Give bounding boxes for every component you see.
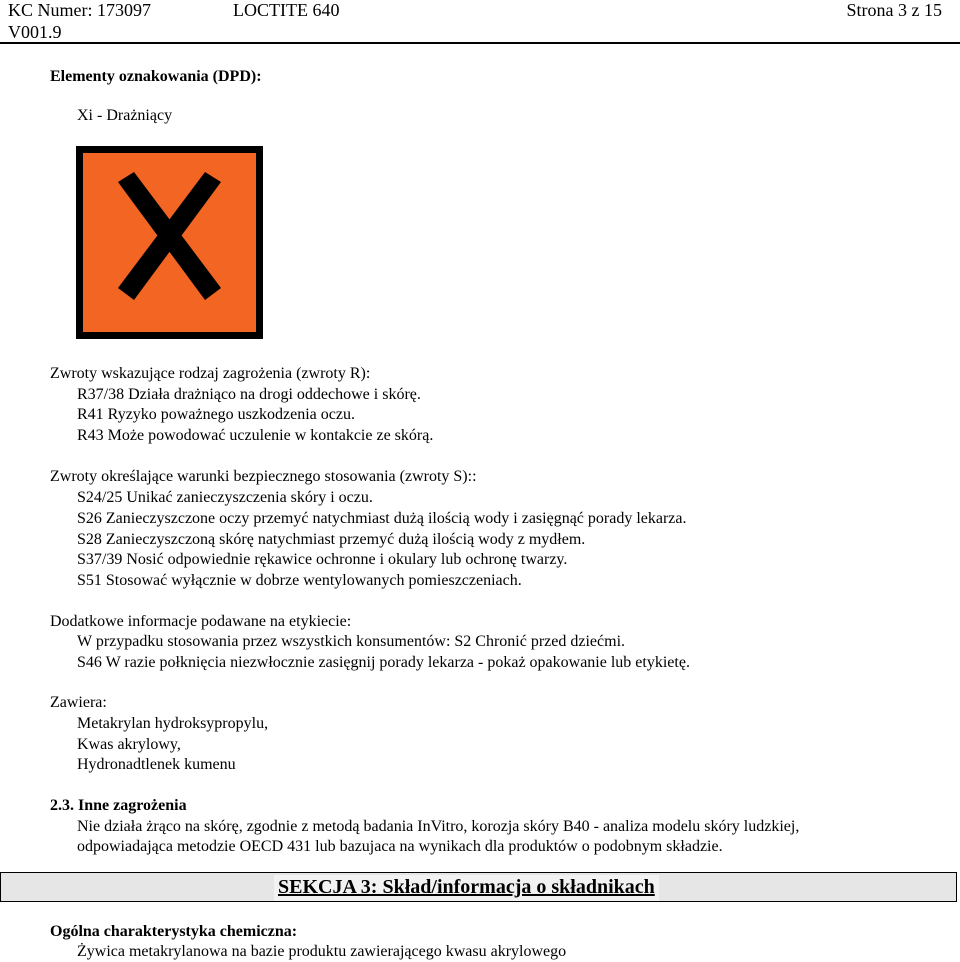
additional-info-item: S46 W razie połknięcia niezwłocznie zasięgnij porady lekarza - pokaż opakowanie lub etykietę. bbox=[77, 654, 690, 671]
s-phrase-item: S26 Zanieczyszczone oczy przemyć natychmiast dużą ilością wody i zasięgnąć porady lekarza. bbox=[77, 510, 687, 527]
header-divider bbox=[0, 42, 960, 44]
additional-info-heading: Dodatkowe informacje podawane na etykiecie: bbox=[50, 613, 352, 630]
contains-item: Hydronadtlenek kumenu bbox=[77, 756, 236, 773]
r-phrase-item: R41 Ryzyko poważnego uszkodzenia oczu. bbox=[77, 406, 355, 423]
s-phrase-item: S24/25 Unikać zanieczyszczenia skóry i oczu. bbox=[77, 489, 373, 506]
dpd-symbol-label: Xi - Drażniący bbox=[77, 107, 173, 124]
page-header bbox=[0, 0, 960, 44]
irritant-x-icon bbox=[76, 146, 263, 339]
r-phrases-heading: Zwroty wskazujące rodzaj zagrożenia (zwroty R): bbox=[50, 365, 371, 382]
r-phrase-item: R43 Może powodować uczulenie w kontakcie ze skórą. bbox=[77, 427, 434, 444]
additional-info-item: W przypadku stosowania przez wszystkich konsumentów: S2 Chronić przed dziećmi. bbox=[77, 633, 626, 650]
s-phrase-item: S37/39 Nosić odpowiednie rękawice ochronne i okulary lub ochronę twarzy. bbox=[77, 551, 568, 568]
dpd-heading: Elementy oznakowania (DPD): bbox=[50, 68, 262, 85]
contains-item: Metakrylan hydroksypropylu, bbox=[77, 715, 269, 732]
chemical-characteristics-heading: Ogólna charakterystyka chemiczna: bbox=[50, 923, 298, 940]
contains-heading: Zawiera: bbox=[50, 694, 107, 711]
contains-item: Kwas akrylowy, bbox=[77, 736, 181, 753]
s-phrases-heading: Zwroty określające warunki bezpiecznego stosowania (zwroty S):: bbox=[50, 468, 477, 485]
other-hazards-text: Nie działa żrąco na skórę, zgodnie z metodą badania InVitro, korozja skóry B40 - analiza modelu skóry ludzkiej, bbox=[77, 818, 800, 835]
other-hazards-heading: 2.3. Inne zagrożenia bbox=[50, 797, 187, 814]
page-number: Strona 3 z 15 bbox=[846, 0, 942, 20]
s-phrase-item: S51 Stosować wyłącznie w dobrze wentylowanych pomieszczeniach. bbox=[77, 572, 522, 589]
s-phrase-item: S28 Zanieczyszczoną skórę natychmiast przemyć dużą ilością wody z mydłem. bbox=[77, 531, 586, 548]
r-phrase-item: R37/38 Działa drażniąco na drogi oddechowe i skórę. bbox=[77, 386, 421, 403]
other-hazards-text: odpowiadająca metodzie OECD 431 lub bazujaca na wynikach dla produktów o podobnym składzie. bbox=[77, 838, 723, 855]
chemical-characteristics-text: Żywica metakrylanowa na bazie produktu zawierającego kwasu akrylowego bbox=[77, 943, 567, 960]
version: V001.9 bbox=[8, 22, 62, 42]
product-name: LOCTITE 640 bbox=[233, 0, 340, 20]
section-3-title: SEKCJA 3: Skład/informacja o składnikach bbox=[274, 875, 659, 901]
kc-number: KC Numer: 173097 bbox=[8, 0, 151, 20]
